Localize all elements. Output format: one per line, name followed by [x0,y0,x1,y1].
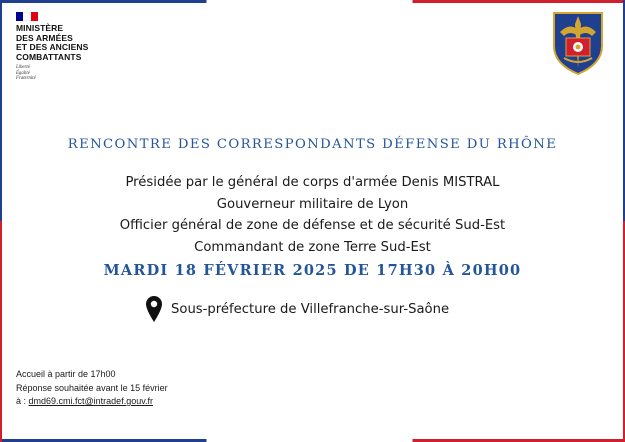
location-text: Sous-préfecture de Villefranche-sur-Saône [171,301,450,317]
ministry-line: MINISTÈRE [16,23,64,33]
border-top [0,0,625,3]
event-location [146,296,449,322]
ministry-logo [16,12,126,82]
motto-line: Fraternité [16,76,36,81]
presided-line: Commandant de zone Terre Sud-Est [194,240,431,256]
presided-line: Gouverneur militaire de Lyon [216,196,409,212]
event-date: MARDI 18 FÉVRIER 2025 DE 17H30 À 20H00 [103,262,522,279]
motto-line: Égalité [16,70,30,76]
french-flag-icon [16,12,38,21]
map-pin-icon [146,296,162,322]
republic-motto [16,65,126,82]
ministry-line: ET DES ANCIENS [16,42,89,52]
presided-line: Officier général de zone de défense et de sécurité Sud-Est [119,218,506,234]
military-region-crest-icon [550,10,606,76]
ministry-line: DES ARMÉES [16,32,73,43]
presided-line: Présidée par le général de corps d'armée Denis MISTRAL [125,175,500,190]
rsvp-contact [16,395,168,409]
ministry-line: COMBATTANTS [16,51,82,62]
event-title: RENCONTRE DES CORRESPONDANTS DÉFENSE DU RHÔNE [67,137,558,152]
presided-block [0,172,625,259]
welcome-time: Accueil à partir de 17h00 [16,369,116,379]
rsvp-deadline: Réponse souhaitée avant le 15 février [16,382,168,393]
footer-info [16,368,168,409]
motto-line: Liberté [16,65,30,70]
email-link[interactable]: dmd69.cmi.fct@intradef.gouv.fr [28,396,154,406]
rsvp-prefix: à : [16,396,29,406]
ministry-name [16,24,126,62]
